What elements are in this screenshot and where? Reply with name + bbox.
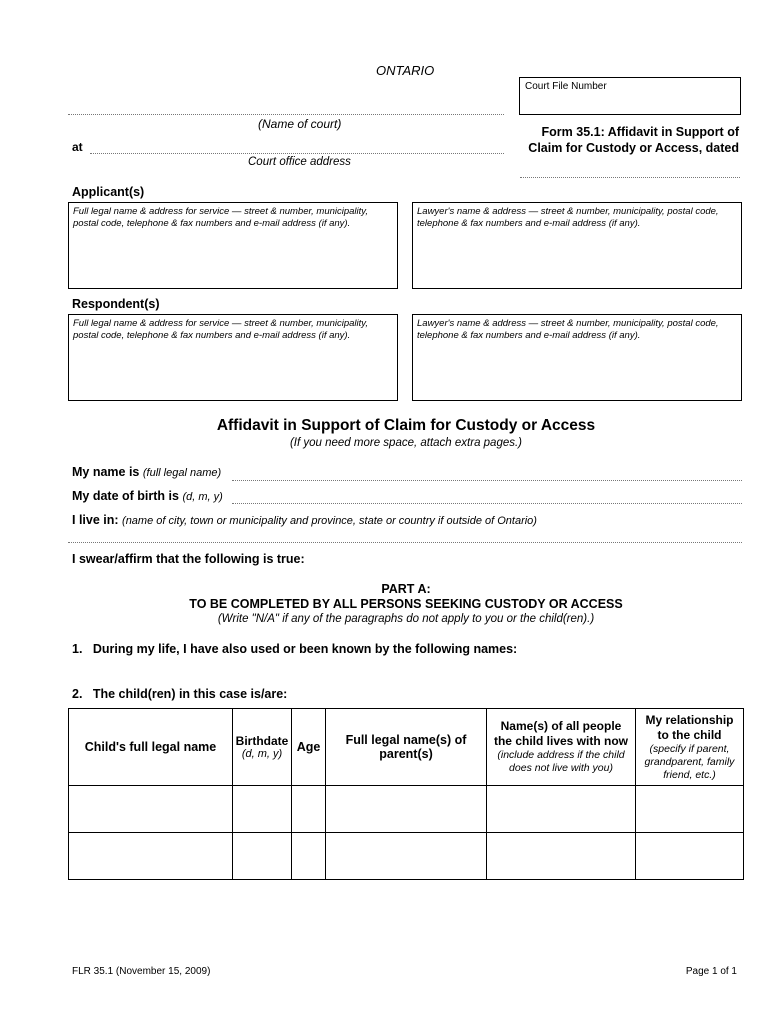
dob-input-line[interactable] [232, 502, 742, 504]
cell-relationship[interactable] [636, 833, 744, 880]
part-a-heading: PART A: [381, 582, 431, 596]
part-a-note: (Write "N/A" if any of the paragraphs do not apply to you or the child(ren).) [217, 613, 595, 625]
live-hint: (name of city, town or municipality and province, state or country if outside of Ontario) [122, 515, 537, 527]
name-hint: (full legal name) [142, 467, 222, 479]
live-input-line[interactable] [68, 541, 742, 543]
at-label: at [72, 140, 83, 154]
col-child-name: Child's full legal name [69, 709, 233, 786]
applicant-lawyer-box[interactable] [412, 202, 742, 289]
col-age: Age [292, 709, 326, 786]
live-label: I live in: [72, 513, 119, 527]
name-label: My name is [72, 465, 140, 479]
form-identifier: FLR 35.1 (November 15, 2009) [72, 966, 211, 977]
col-relationship: My relationship to the child (specify if parent, grandparent, family friend, etc.) [636, 709, 744, 786]
affidavit-subtitle: (If you need more space, attach extra pages.) [289, 437, 523, 449]
cell-birthdate[interactable] [233, 786, 292, 833]
dob-label: My date of birth is [72, 489, 179, 503]
cell-lives-with[interactable] [487, 833, 636, 880]
respondent-info-box[interactable] [68, 314, 398, 401]
page-number: Page 1 of 1 [685, 966, 737, 977]
live-row [72, 513, 537, 527]
applicant-lawyer-hint: Lawyer's name & address — street & number, municipality, postal code, telephone & fax numbers and e-mail address (if any). [417, 206, 719, 229]
respondent-lawyer-box[interactable] [412, 314, 742, 401]
question-1: 1. During my life, I have also used or been known by the following names: [72, 642, 518, 656]
court-file-number-field[interactable] [519, 77, 741, 115]
cell-parents[interactable] [326, 833, 487, 880]
respondents-heading: Respondent(s) [72, 297, 160, 311]
court-name-caption: (Name of court) [258, 117, 342, 131]
col-birthdate: Birthdate (d, m, y) [233, 709, 292, 786]
applicants-heading: Applicant(s) [72, 185, 145, 199]
swear-statement: I swear/affirm that the following is true: [72, 552, 305, 566]
cell-lives-with[interactable] [487, 786, 636, 833]
cell-age[interactable] [292, 833, 326, 880]
cell-birthdate[interactable] [233, 833, 292, 880]
province-heading: ONTARIO [376, 63, 435, 78]
affidavit-title: Affidavit in Support of Claim for Custody or Access [216, 417, 596, 434]
cell-child-name[interactable] [69, 786, 233, 833]
children-table [68, 708, 744, 880]
date-line[interactable] [520, 176, 740, 178]
table-row[interactable] [69, 833, 744, 880]
dob-hint: (d, m, y) [182, 491, 223, 503]
cell-child-name[interactable] [69, 833, 233, 880]
dob-row [72, 489, 223, 503]
respondent-lawyer-hint: Lawyer's name & address — street & number, municipality, postal code, telephone & fax numbers and e-mail address (if any). [417, 318, 719, 341]
cell-age[interactable] [292, 786, 326, 833]
col-lives-with: Name(s) of all people the child lives with now (include address if the child does not live with you) [487, 709, 636, 786]
cell-parents[interactable] [326, 786, 487, 833]
court-file-number-label: Court File Number [525, 81, 607, 92]
applicant-info-box[interactable] [68, 202, 398, 289]
applicant-info-hint: Full legal name & address for service — street & number, municipality, postal code, telephone & fax numbers and e-mail address (if any). [73, 206, 368, 229]
col-parents: Full legal name(s) of parent(s) [326, 709, 487, 786]
question-2: 2. The child(ren) in this case is/are: [72, 687, 288, 701]
court-name-line[interactable] [68, 113, 504, 115]
name-row [72, 465, 221, 479]
court-address-line[interactable] [90, 152, 504, 154]
court-address-caption: Court office address [248, 156, 351, 168]
part-a-subheading: TO BE COMPLETED BY ALL PERSONS SEEKING CUSTODY OR ACCESS [189, 597, 623, 611]
respondent-info-hint: Full legal name & address for service — street & number, municipality, postal code, telephone & fax numbers and e-mail address (if any). [73, 318, 368, 341]
form-title: Form 35.1: Affidavit in Support of Claim for Custody or Access, dated [528, 125, 739, 155]
children-table-header [69, 709, 744, 786]
table-row[interactable] [69, 786, 744, 833]
cell-relationship[interactable] [636, 786, 744, 833]
name-input-line[interactable] [232, 479, 742, 481]
